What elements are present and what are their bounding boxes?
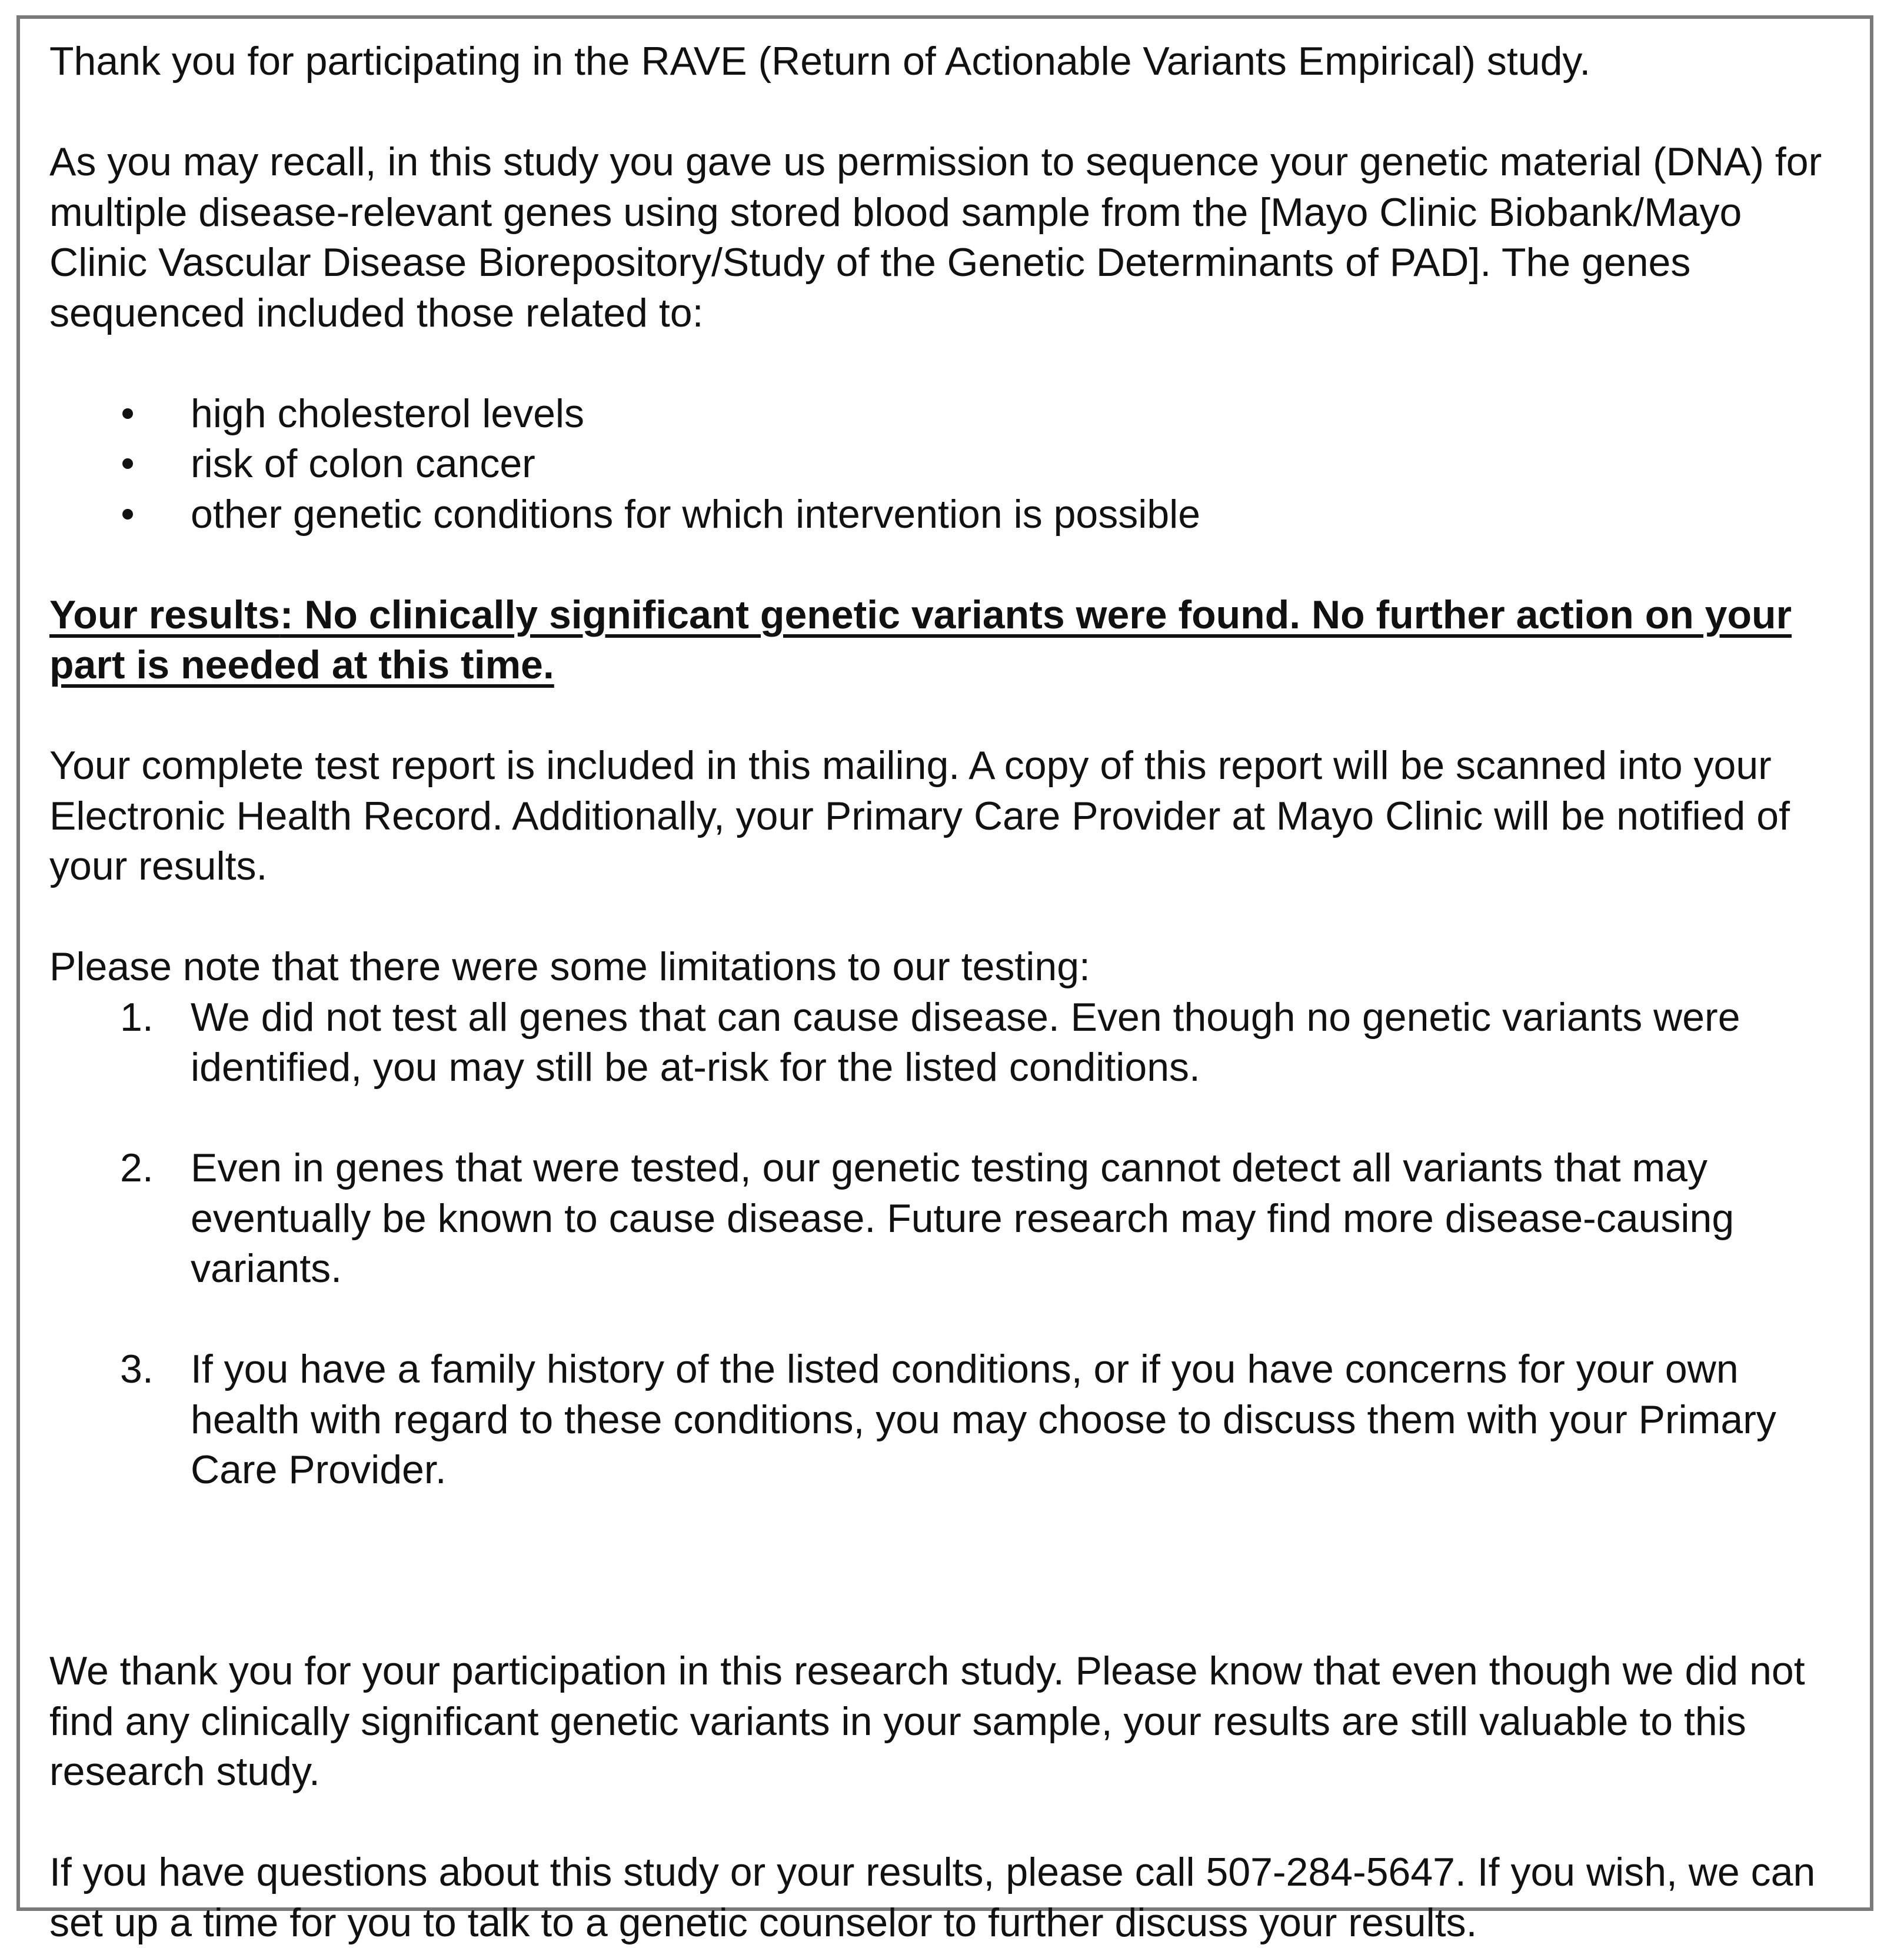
intro-paragraph: Thank you for participating in the RAVE (Return of Actionable Variants Empirical) study. [49,39,1591,84]
bullet-icon [122,509,133,520]
recall-paragraph: As you may recall, in this study you gave us permission to sequence your genetic material (DNA) for multiple disease-relevant genes using stored blood sample from the [Mayo Clinic Biobank/Mayo Clinic Vascular Disease Biorepository/Study of the Genetic Determinants of PAD]. The genes sequenced included those related to: [49,139,1822,335]
limitations-list [49,993,1846,1496]
limitation-text: If you have a family history of the listed conditions, or if you have concerns for your own health with regard to these conditions, you may choose to discuss them with your Primary Care Provider. [191,1347,1776,1492]
item-number: 3. [120,1347,154,1391]
gene-item-label: high cholesterol levels [191,391,585,436]
results-text: : No clinically significant genetic variants were found. No further action on your part is needed at this time. [49,592,1792,687]
bullet-icon [122,458,133,469]
list-item [49,993,1846,1093]
list-item [49,389,1846,439]
letter-frame [16,15,1873,1945]
limitation-text: Even in genes that were tested, our genetic testing cannot detect all variants that may eventually be known to cause disease. Future research may find more disease-causing variants. [191,1146,1735,1291]
letter-body [49,36,1846,1948]
list-item [49,439,1846,490]
thanks-paragraph: We thank you for your participation in this research study. Please know that even though we did not find any clinically significant genetic variants in your sample, your results are still valuable to this research study. [49,1649,1805,1794]
gene-item-label: risk of colon cancer [191,441,535,486]
limitation-text: We did not test all genes that can cause disease. Even though no genetic variants were identified, you may still be at-risk for the listed conditions. [191,994,1740,1090]
report-paragraph: Your complete test report is included in this mailing. A copy of this report will be scanned into your Electronic Health Record. Additionally, your Primary Care Provider at Mayo Clinic will be notified of your results. [49,743,1790,888]
list-item [49,1143,1846,1294]
bullet-icon [122,408,133,419]
item-number: 1. [120,994,154,1040]
contact-paragraph: If you have questions about this study or your results, please call 507-284-5647. If you wish, we can set up a time for you to talk to a genetic counselor to further discuss your results. [49,1850,1816,1945]
item-number: 2. [120,1146,154,1190]
results-paragraph [49,590,1846,691]
gene-item-label: other genetic conditions for which intervention is possible [191,491,1201,537]
genes-list [49,389,1846,540]
results-label: Your results [49,592,280,637]
list-item [49,1344,1846,1496]
limitations-intro: Please note that there were some limitations to our testing: [49,944,1090,989]
list-item [49,490,1846,540]
